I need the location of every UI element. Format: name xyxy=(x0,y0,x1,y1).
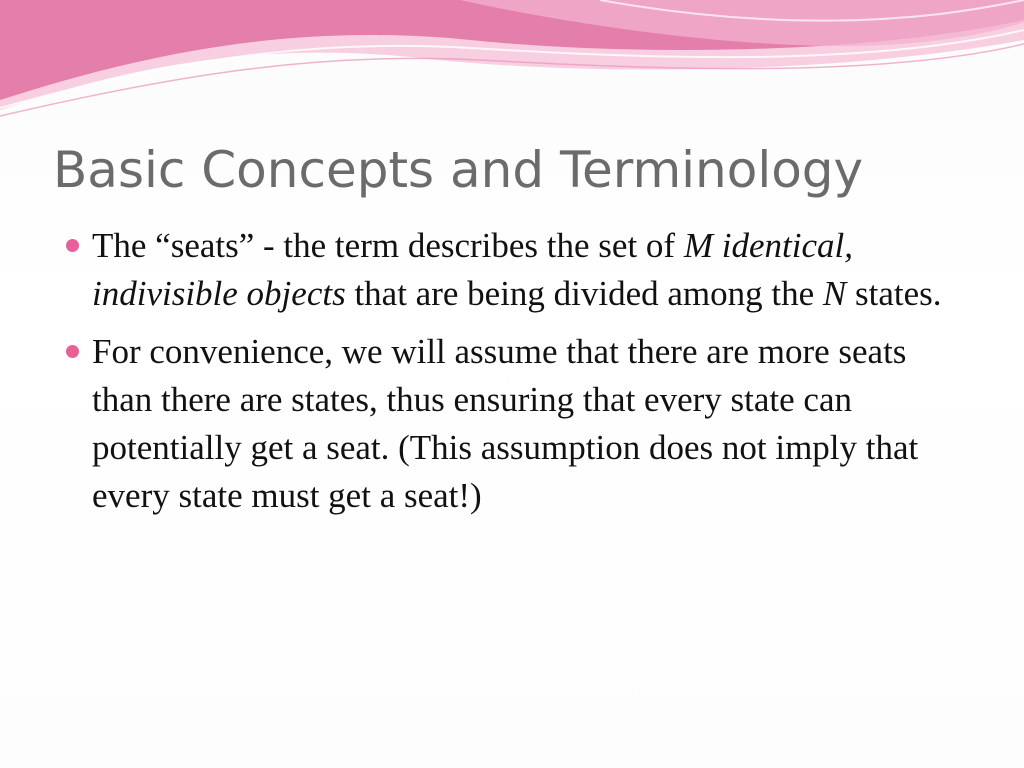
bullet-text xyxy=(713,226,722,265)
bullet-text-italic: M xyxy=(683,226,713,265)
bullet-item xyxy=(60,328,960,520)
bullet-text: The “seats” - the term describes the set of xyxy=(92,226,684,265)
bullet-dot-icon xyxy=(66,239,79,252)
bullet-text: For convenience, we will assume that there are more seats than there are states, thus ensuring that every state can potentially get a seat. (This assumption does not imply that every state must get a seat!) xyxy=(92,332,919,515)
bullet-text-italic: identical, indivisible objects xyxy=(92,226,853,313)
bullet-text: states. xyxy=(846,274,942,313)
slide-title: Basic Concepts and Terminology xyxy=(53,141,864,199)
bullet-dot-icon xyxy=(66,345,79,358)
bullet-text-italic: N xyxy=(822,274,847,313)
bullet-text: that are being divided among the xyxy=(345,274,823,313)
bullet-item xyxy=(60,222,960,318)
header-wave-decoration xyxy=(0,0,1024,130)
bullet-list xyxy=(60,222,960,530)
